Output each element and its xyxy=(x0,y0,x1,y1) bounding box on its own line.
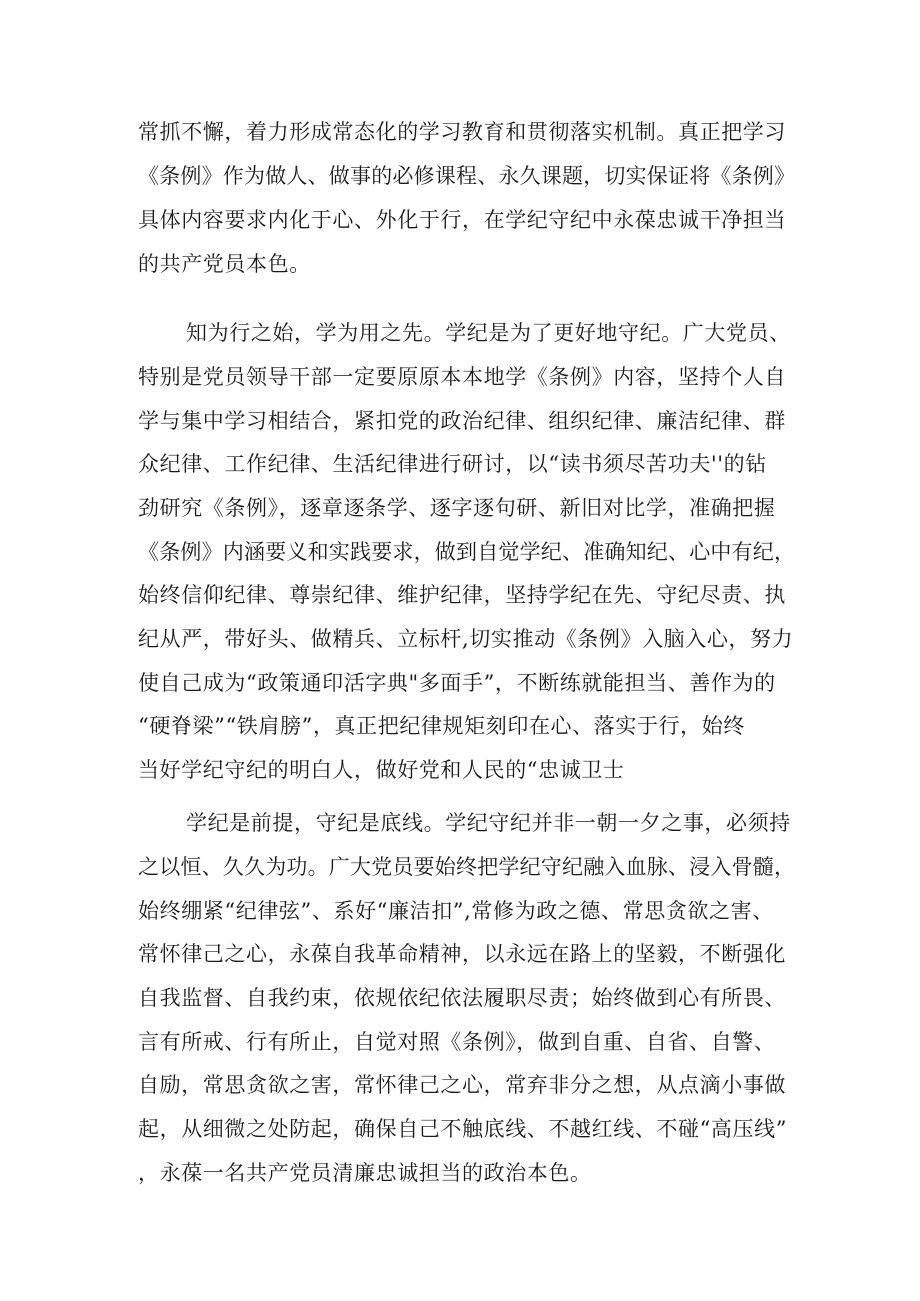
paragraph-line: 劲研究《条例》，逐章逐条学、逐字逐句研、新旧对比学，准确把握 xyxy=(138,496,776,520)
paragraph-line: 具体内容要求内化于心、外化于行，在学纪守纪中永葆忠诚干净担当 xyxy=(138,208,786,232)
paragraph-line: ，永葆一名共产党员清廉忠诚担当的政治本色。 xyxy=(138,1161,592,1185)
paragraph-line: 自我监督、自我约束，依规依纪依法履职尽责；始终做到心有所畏、 xyxy=(138,986,786,1010)
paragraph-line: 常抓不懈，着力形成常态化的学习教育和贯彻落实机制。真正把学习 xyxy=(138,120,786,144)
paragraph-line: 的共产党员本色。 xyxy=(138,252,311,276)
paragraph-line: 《条例》作为做人、做事的必修课程、永久课题，切实保证将《条例》 xyxy=(138,164,796,188)
paragraph-line: 《条例》内涵要义和实践要求，做到自觉学纪、准确知纪、心中有纪， xyxy=(138,540,796,564)
paragraph-line: 学与集中学习相结合，紧扣党的政治纪律、组织纪律、廉洁纪律、群 xyxy=(138,409,786,433)
paragraph-line: 言有所戒、行有所止，自觉对照《条例》，做到自重、自省、自警、 xyxy=(138,1030,776,1054)
paragraph-line: 自励，常思贪欲之害，常怀律己之心，常弃非分之想，从点滴小事做 xyxy=(138,1073,786,1097)
paragraph-line: “硬脊梁”“铁肩膀”，真正把纪律规矩刻印在心、落实于行，始终 xyxy=(138,714,745,738)
paragraph-line: 知为行之始，学为用之先。学纪是为了更好地守纪。广大党员、 xyxy=(186,321,791,345)
paragraph-line: 之以恒、久久为功。广大党员要始终把学纪守纪融入血脉、浸入骨髓， xyxy=(138,855,796,879)
paragraph-line: 始终信仰纪律、尊崇纪律、维护纪律，坚持学纪在先、守纪尽责、执 xyxy=(138,583,786,607)
paragraph-line: 始终绷紧“纪律弦”、系好“廉洁扣”,常修为政之德、常思贪欲之害、 xyxy=(138,899,774,923)
paragraph-line: 使自己成为“政策通印活字典"多面手”，不断练就能担当、善作为的 xyxy=(138,671,776,695)
paragraph-line: 特别是党员领导干部一定要原原本本地学《条例》内容，坚持个人自 xyxy=(138,365,786,389)
paragraph-line: 学纪是前提，守纪是底线。学纪守纪并非一朝一夕之事，必须持 xyxy=(186,811,791,835)
paragraph-line: 纪从严，带好头、做精兵、立标杆,切实推动《条例》入脑入心，努力 xyxy=(138,627,794,651)
paragraph-line: 当好学纪守纪的明白人，做好党和人民的“忠诚卫士 xyxy=(138,758,625,782)
paragraph-line: 常怀律己之心，永葆自我革命精神，以永远在路上的坚毅，不断强化 xyxy=(138,942,786,966)
paragraph-line: 起，从细微之处防起，确保自己不触底线、不越红线、不碰“高压线” xyxy=(138,1117,788,1141)
paragraph-line: 众纪律、工作纪律、生活纪律进行研讨，以“读书须尽苦功夫''的钻 xyxy=(138,452,767,476)
